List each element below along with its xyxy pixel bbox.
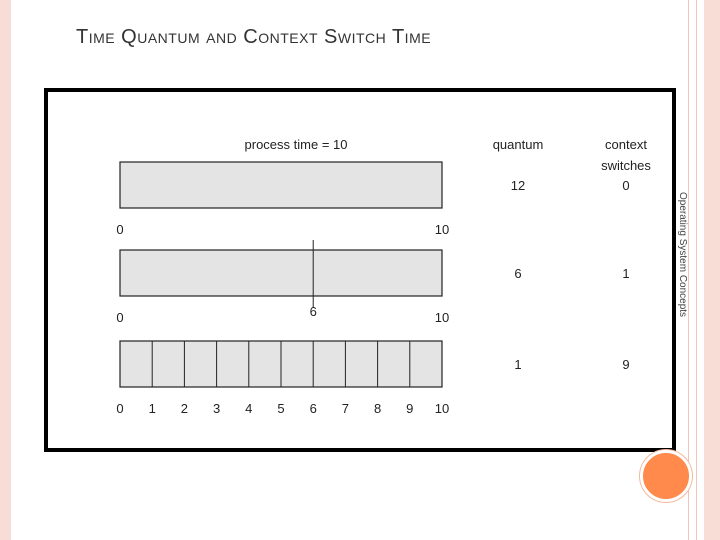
timeline-row <box>116 240 629 325</box>
time-tick-label: 0 <box>116 310 124 325</box>
time-tick-label: 4 <box>245 401 253 416</box>
slide-right-rule <box>696 0 697 540</box>
time-tick-label: 3 <box>212 401 221 416</box>
decorative-dot <box>640 450 692 502</box>
context-switch-value: 0 <box>622 178 630 193</box>
time-tick-label: 2 <box>180 401 189 416</box>
time-tick-label: 5 <box>277 401 285 416</box>
figure-frame <box>44 88 676 452</box>
process-bar <box>120 162 442 208</box>
time-tick-label: 9 <box>406 401 414 416</box>
quantum-value: 12 <box>510 178 526 193</box>
context-switch-value: 1 <box>622 266 630 281</box>
slide-title: Time Quantum and Context Switch Time <box>76 26 432 48</box>
time-tick-label: 0 <box>116 222 124 237</box>
time-tick-label: 8 <box>373 401 382 416</box>
slide-right-rule <box>688 0 689 540</box>
time-tick-label: 6 <box>309 304 317 319</box>
timeline-row <box>116 162 629 237</box>
time-tick-label: 10 <box>434 222 450 237</box>
side-label: Operating System Concepts <box>677 192 688 318</box>
timeline-row <box>116 341 629 416</box>
time-tick-label: 10 <box>434 310 450 325</box>
header-quantum: quantum <box>492 137 544 152</box>
time-tick-label: 6 <box>309 401 317 416</box>
time-tick-label: 7 <box>341 401 350 416</box>
time-tick-label: 10 <box>434 401 450 416</box>
time-tick-label: 1 <box>148 401 156 416</box>
quantum-value: 6 <box>514 266 522 281</box>
process-bar <box>120 250 442 296</box>
context-switch-value: 9 <box>622 357 630 372</box>
time-tick-label: 0 <box>116 401 124 416</box>
slide-right-border <box>704 0 720 540</box>
header-context-line1: context <box>605 137 647 152</box>
header-context-line2: switches <box>601 158 651 173</box>
quantum-diagram <box>48 92 672 448</box>
quantum-value: 1 <box>514 357 522 372</box>
slide-left-border <box>0 0 11 540</box>
header-process-time: process time = 10 <box>244 137 348 152</box>
